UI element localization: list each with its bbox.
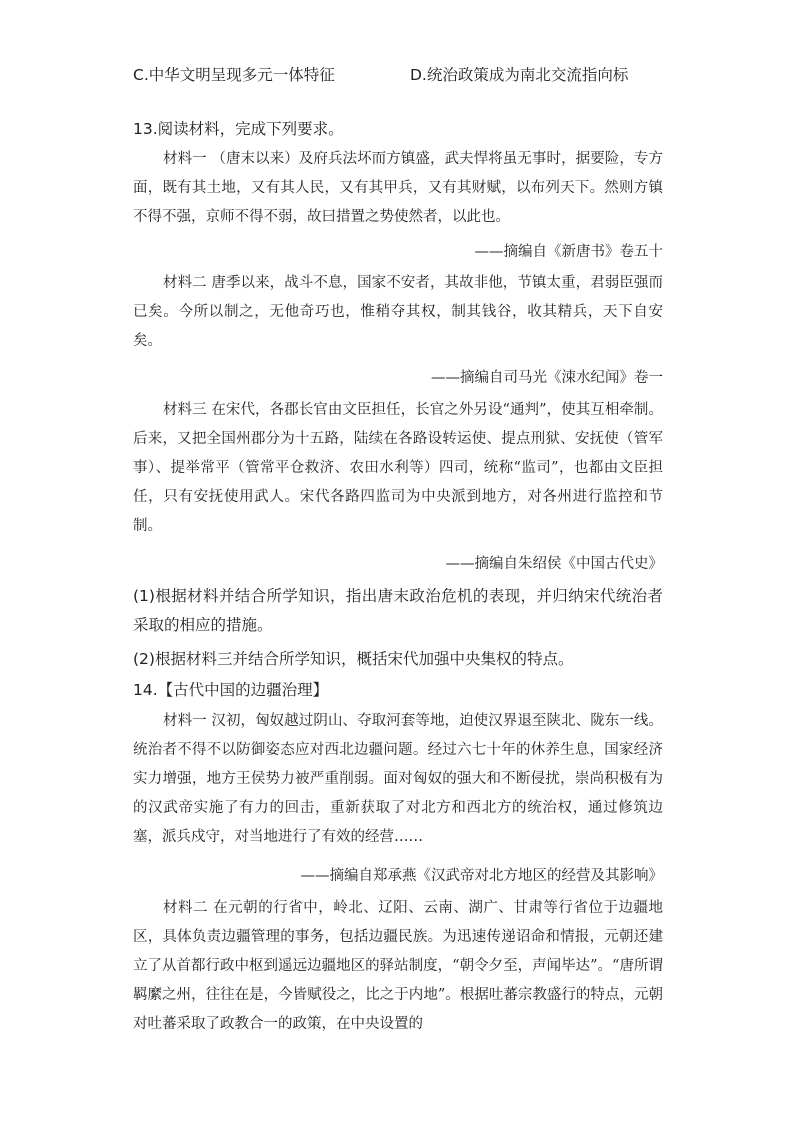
question-14-title: 14.【古代中国的边疆治理】 — [133, 681, 329, 699]
q13-material-1-text: 材料一 （唐末以来）及府兵法坏而方镇盛，武夫悍将虽无事时，据要险，专方面，既有其土地，又有其人民，又有其甲兵，又有其财赋，以布列天下。然则方镇不得不强，京师不得不弱，故曰措置之势使然者，以此也。 — [133, 151, 663, 225]
option-d: D.统治政策成为南北交流指向标 — [410, 66, 629, 84]
q14-material-2 — [133, 894, 663, 1039]
q13-material-3-text: 材料三 在宋代，各郡长官由文臣担任，长官之外另设“通判”，使其互相牵制。后来，又把全国州郡分为十五路，陆续在各路设转运使、提点刑狱、安抚使（管军事）、提举常平（管常平仓救济、农田水利等）四司，统称“监司”，也都由文臣担任，只有安抚使用武人。宋代各路四监司为中央派到地方，对各州进行监控和节制。 — [133, 402, 663, 534]
q13-ask-2-text: (2)根据材料三并结合所学知识，概括宋代加强中央集权的特点。 — [133, 650, 574, 668]
option-c: C.中华文明呈现多元一体特征 — [133, 66, 335, 84]
q13-ask-2 — [133, 645, 663, 674]
q13-material-1-source: ——摘编自《新唐书》卷五十 — [474, 244, 663, 260]
q13-ask-1-text: (1)根据材料并结合所学知识，指出唐末政治危机的表现，并归纳宋代统治者采取的相应的措施。 — [133, 587, 663, 634]
q14-material-1-text: 材料一 汉初，匈奴越过阴山、夺取河套等地，迫使汉界退至陕北、陇东一线。统治者不得不以防御姿态应对西北边疆问题。经过六七十年的休养生息，国家经济实力增强，地方王侯势力被严重削弱。面对匈奴的强大和不断侵扰，崇尚积极有为的汉武帝实施了有力的回击，重新获取了对北方和西北方的统治权，通过修筑边塞，派兵戍守，对当地进行了有效的经营…… — [133, 713, 663, 845]
q13-material-3-source: ——摘编自朱绍侯《中国古代史》 — [445, 556, 663, 572]
question-13-title: 13.阅读材料，完成下列要求。 — [133, 120, 344, 138]
q13-material-3 — [133, 396, 663, 541]
q14-material-2-text: 材料二 在元朝的行省中，岭北、辽阳、云南、湖广、甘肃等行省位于边疆地区，具体负责边疆管理的事务，包括边疆民族。为迅速传递诏命和情报，元朝还建立了从首都行政中枢到遥远边疆地区的驿站制度，“朝令夕至，声闻毕达”。“唐所谓羁縻之州，往往在是，今皆赋役之，比之于内地”。根据吐蕃宗教盛行的特点，元朝对吐蕃采取了政教合一的政策，在中央设置的 — [133, 900, 663, 1032]
q13-ask-1 — [133, 582, 663, 640]
q13-material-2-text: 材料二 唐季以来，战斗不息，国家不安者，其故非他，节镇太重，君弱臣强而已矣。今所以制之，无他奇巧也，惟稍夺其权，制其钱谷，收其精兵，天下自安矣。 — [133, 275, 663, 349]
answer-options — [133, 61, 663, 90]
q14-material-1-source: ——摘编自郑承燕《汉武帝对北方地区的经营及其影响》 — [300, 868, 663, 884]
q14-material-1 — [133, 707, 663, 852]
q13-material-1 — [133, 145, 663, 232]
q13-material-2-source: ——摘编自司马光《涑水纪闻》卷一 — [431, 370, 663, 386]
q13-material-2 — [133, 269, 663, 356]
